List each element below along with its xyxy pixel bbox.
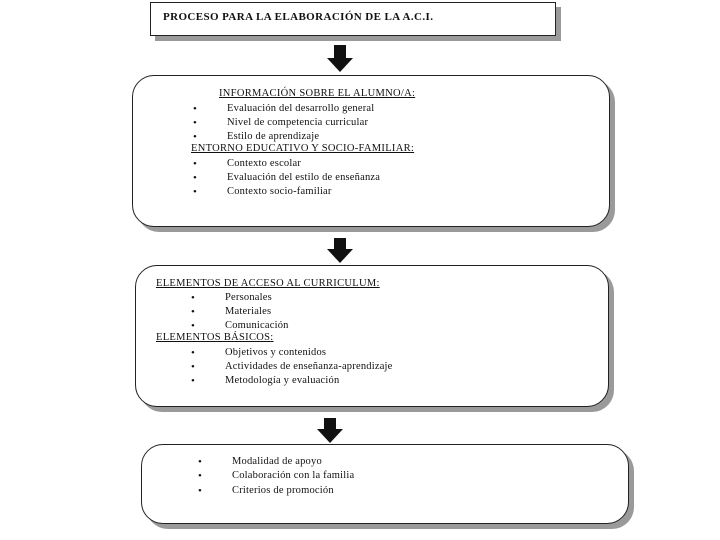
arrow-head: [327, 249, 353, 263]
list-item-text: Actividades de enseñanza-aprendizaje: [225, 361, 393, 372]
bullet-icon: •: [193, 103, 197, 115]
curriculum-elements-box: [135, 265, 609, 407]
list-item-text: Modalidad de apoyo: [232, 456, 322, 467]
heading-colon: :: [411, 88, 416, 99]
access-elements-heading: [156, 278, 380, 289]
heading-text: INFORMACIÓN SOBRE EL ALUMNO/A: [219, 88, 412, 99]
list-item-text: Contexto escolar: [227, 158, 302, 169]
arrow-head: [327, 58, 353, 72]
student-info-box: [132, 75, 610, 227]
list-item-text: Personales: [225, 292, 272, 303]
arrow-head: [317, 429, 343, 443]
heading-colon: :: [410, 143, 415, 154]
basic-elements-heading: [156, 332, 274, 343]
list-item-text: Colaboración con la familia: [232, 470, 355, 481]
bullet-icon: •: [193, 172, 197, 184]
arrow-shaft: [334, 45, 346, 59]
list-item-text: Metodología y evaluación: [225, 375, 340, 386]
bullet-icon: •: [193, 186, 197, 198]
bullet-icon: •: [191, 347, 195, 359]
bullet-icon: •: [198, 456, 202, 468]
bullet-icon: •: [191, 375, 195, 387]
bullet-icon: •: [191, 292, 195, 304]
list-item-text: Comunicación: [225, 320, 289, 331]
list-item-text: Evaluación del desarrollo general: [227, 103, 375, 114]
list-item-text: Materiales: [225, 306, 272, 317]
bullet-icon: •: [198, 485, 202, 497]
list-item-text: Estilo de aprendizaje: [227, 131, 320, 142]
bullet-icon: •: [191, 306, 195, 318]
list-item-text: Objetivos y contenidos: [225, 347, 327, 358]
list-item-text: Evaluación del estilo de enseñanza: [227, 172, 381, 183]
diagram-title: PROCESO PARA LA ELABORACIÓN DE LA A.C.I.: [163, 11, 434, 23]
list-item-text: Criterios de promoción: [232, 485, 334, 496]
bullet-icon: •: [191, 361, 195, 373]
title-box: [150, 2, 556, 36]
bullet-icon: •: [198, 470, 202, 482]
support-measures-box: [141, 444, 629, 524]
list-item-text: Nivel de competencia curricular: [227, 117, 369, 128]
bullet-icon: •: [191, 320, 195, 332]
environment-heading: [191, 143, 414, 154]
heading-text: ELEMENTOS BÁSICOS: [156, 332, 271, 343]
bullet-icon: •: [193, 131, 197, 143]
student-info-heading: [219, 88, 415, 99]
heading-text: ENTORNO EDUCATIVO Y SOCIO-FAMILIAR: [191, 143, 411, 154]
heading-text: ELEMENTOS DE ACCESO AL CURRICULUM: [156, 278, 377, 289]
bullet-icon: •: [193, 117, 197, 129]
bullet-icon: •: [193, 158, 197, 170]
heading-colon: :: [270, 332, 274, 343]
heading-colon: :: [376, 278, 380, 289]
list-item-text: Contexto socio-familiar: [227, 186, 332, 197]
